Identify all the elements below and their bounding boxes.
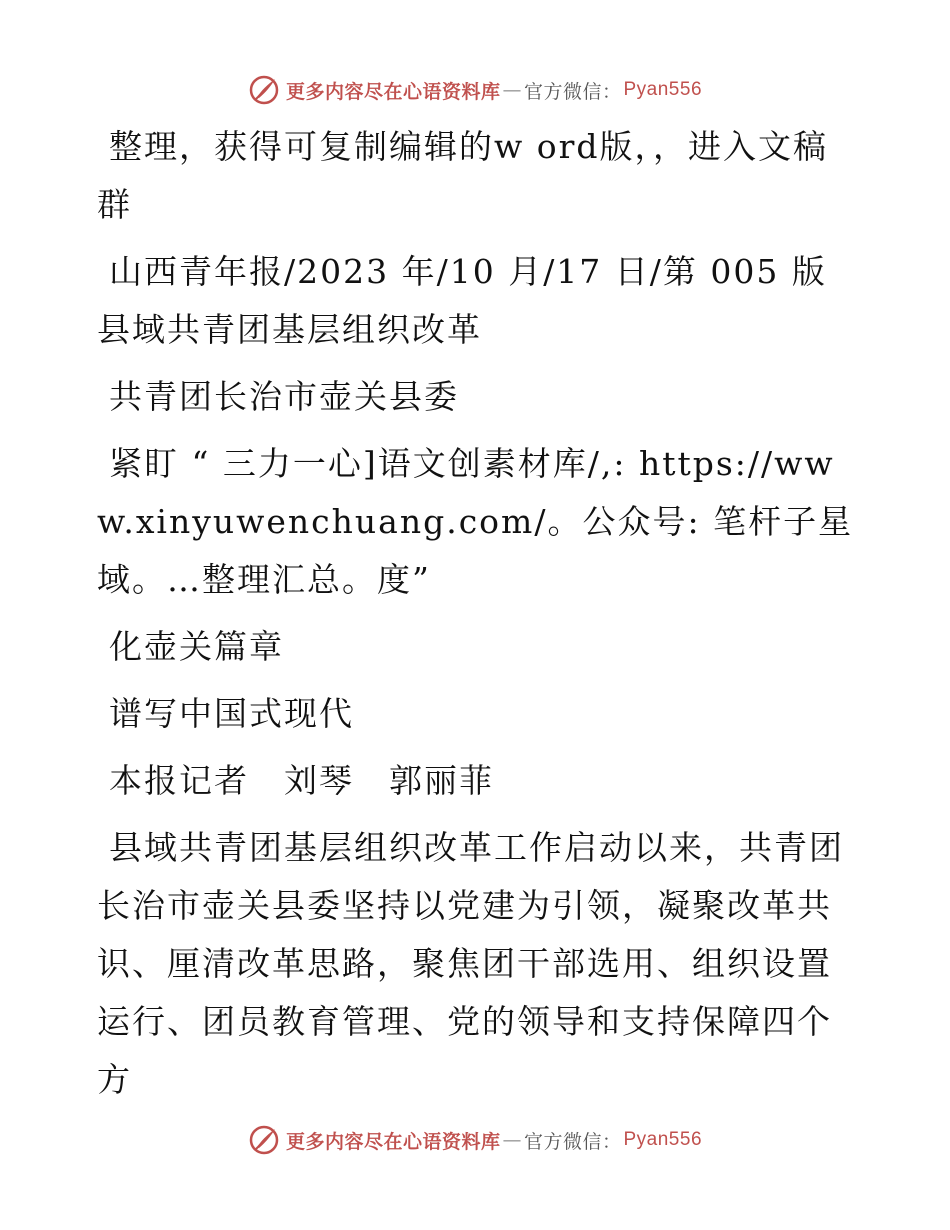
- paragraph-headline-part3: 谱写中国式现代: [109, 694, 354, 733]
- watermark-separator: —: [502, 1129, 522, 1151]
- paragraph-headline-part1: 紧盯 “ 三力一心]语文创素材库/,: https://www.xinyuwenchuang.com/。公众号: 笔杆子星域。…整理汇总。度”: [97, 444, 854, 599]
- watermark-text: 更多内容尽在心语资料库: [285, 80, 501, 103]
- paragraph-source: 山西青年报/2023 年/10 月/17 日/第 005 版县域共青团基层组织改革: [97, 252, 827, 349]
- watermark-separator: —: [502, 79, 522, 101]
- document-body: [97, 118, 857, 1118]
- header-watermark: [0, 72, 950, 108]
- watermark-wechat-id: Pyan556: [623, 79, 703, 100]
- watermark-wechat-label: 官方微信：: [523, 80, 622, 103]
- paragraph-headline-part2: 化壶关篇章: [109, 627, 284, 666]
- watermark-text: 更多内容尽在心语资料库: [285, 1130, 501, 1153]
- paragraph-body: 县域共青团基层组织改革工作启动以来，共青团长治市壶关县委坚持以党建为引领，凝聚改革共识、厘清改革思路，聚焦团干部选用、组织设置运行、团员教育管理、党的领导和支持保障四个方: [97, 828, 844, 1099]
- watermark-wechat-id: Pyan556: [623, 1129, 703, 1150]
- watermark-wechat-label: 官方微信：: [523, 1130, 622, 1153]
- paragraph-intro: 整理，获得可复制编辑的w ord版，，进入文稿群: [97, 127, 829, 224]
- paragraph-organization: 共青团长治市壶关县委: [109, 377, 459, 416]
- paragraph-byline: 本报记者 刘琴 郭丽菲: [109, 761, 494, 800]
- footer-watermark: [0, 1122, 950, 1158]
- quill-logo-icon: [248, 74, 280, 106]
- quill-logo-icon: [248, 1124, 280, 1156]
